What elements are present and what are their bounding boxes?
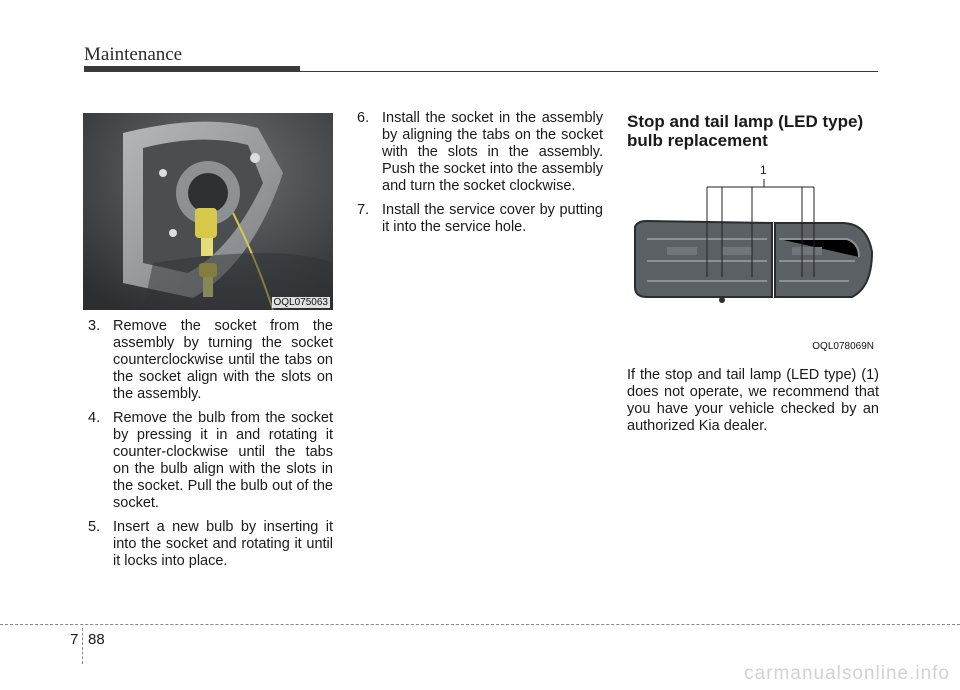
page-number: 88: [88, 631, 105, 648]
step-item: [88, 318, 333, 403]
section-heading: Stop and tail lamp (LED type) bulb replacement: [627, 112, 864, 150]
steps-middle: [357, 110, 603, 243]
tail-lamp-illustration: [627, 157, 879, 354]
step-text: Remove the socket from the assembly by turning the socket counterclockwise until the tabs on the socket align with the slots on the assembly.: [113, 318, 333, 402]
header-rule: [84, 66, 300, 72]
step-number: 7.: [357, 202, 370, 218]
step-item: [357, 202, 603, 236]
figure-code: OQL075063: [273, 297, 328, 308]
step-number: 3.: [88, 318, 101, 334]
step-number: 6.: [357, 110, 370, 126]
step-item: [357, 110, 603, 195]
page-divider: [82, 628, 84, 664]
step-number: 4.: [88, 410, 101, 426]
footer-rule: [0, 624, 960, 625]
step-number: 5.: [88, 519, 101, 535]
section-title: Maintenance: [84, 44, 183, 65]
step-text: Install the service cover by putting it into the service hole.: [382, 202, 603, 235]
chapter-number: 7: [70, 631, 79, 648]
socket-removal-photo: [83, 113, 333, 310]
steps-left: [88, 318, 333, 577]
callout-number: 1: [760, 163, 767, 177]
step-item: [88, 410, 333, 512]
socket-illustration: [83, 113, 333, 310]
tail-lamp-photo: [627, 157, 879, 354]
figure-code: OQL078069N: [812, 341, 874, 352]
step-text: Insert a new bulb by inserting it into the socket and rotating it until it locks into place.: [113, 519, 333, 569]
header-rule-thin: [300, 71, 878, 72]
step-text: Install the socket in the assembly by aligning the tabs on the socket with the slots in the assembly. Push the socket into the assembly and turn the socket clockwise.: [382, 110, 603, 194]
step-text: Remove the bulb from the socket by pressing it in and rotating it counter-clockwise until the tabs on the bulb align with the slots in the socket. Pull the bulb out of the socket.: [113, 410, 333, 511]
body-paragraph: If the stop and tail lamp (LED type) (1) does not operate, we recommend that you have your vehicle checked by an authorized Kia dealer.: [627, 367, 879, 434]
step-item: [88, 519, 333, 570]
watermark: carmanualsonline.info: [744, 663, 950, 684]
